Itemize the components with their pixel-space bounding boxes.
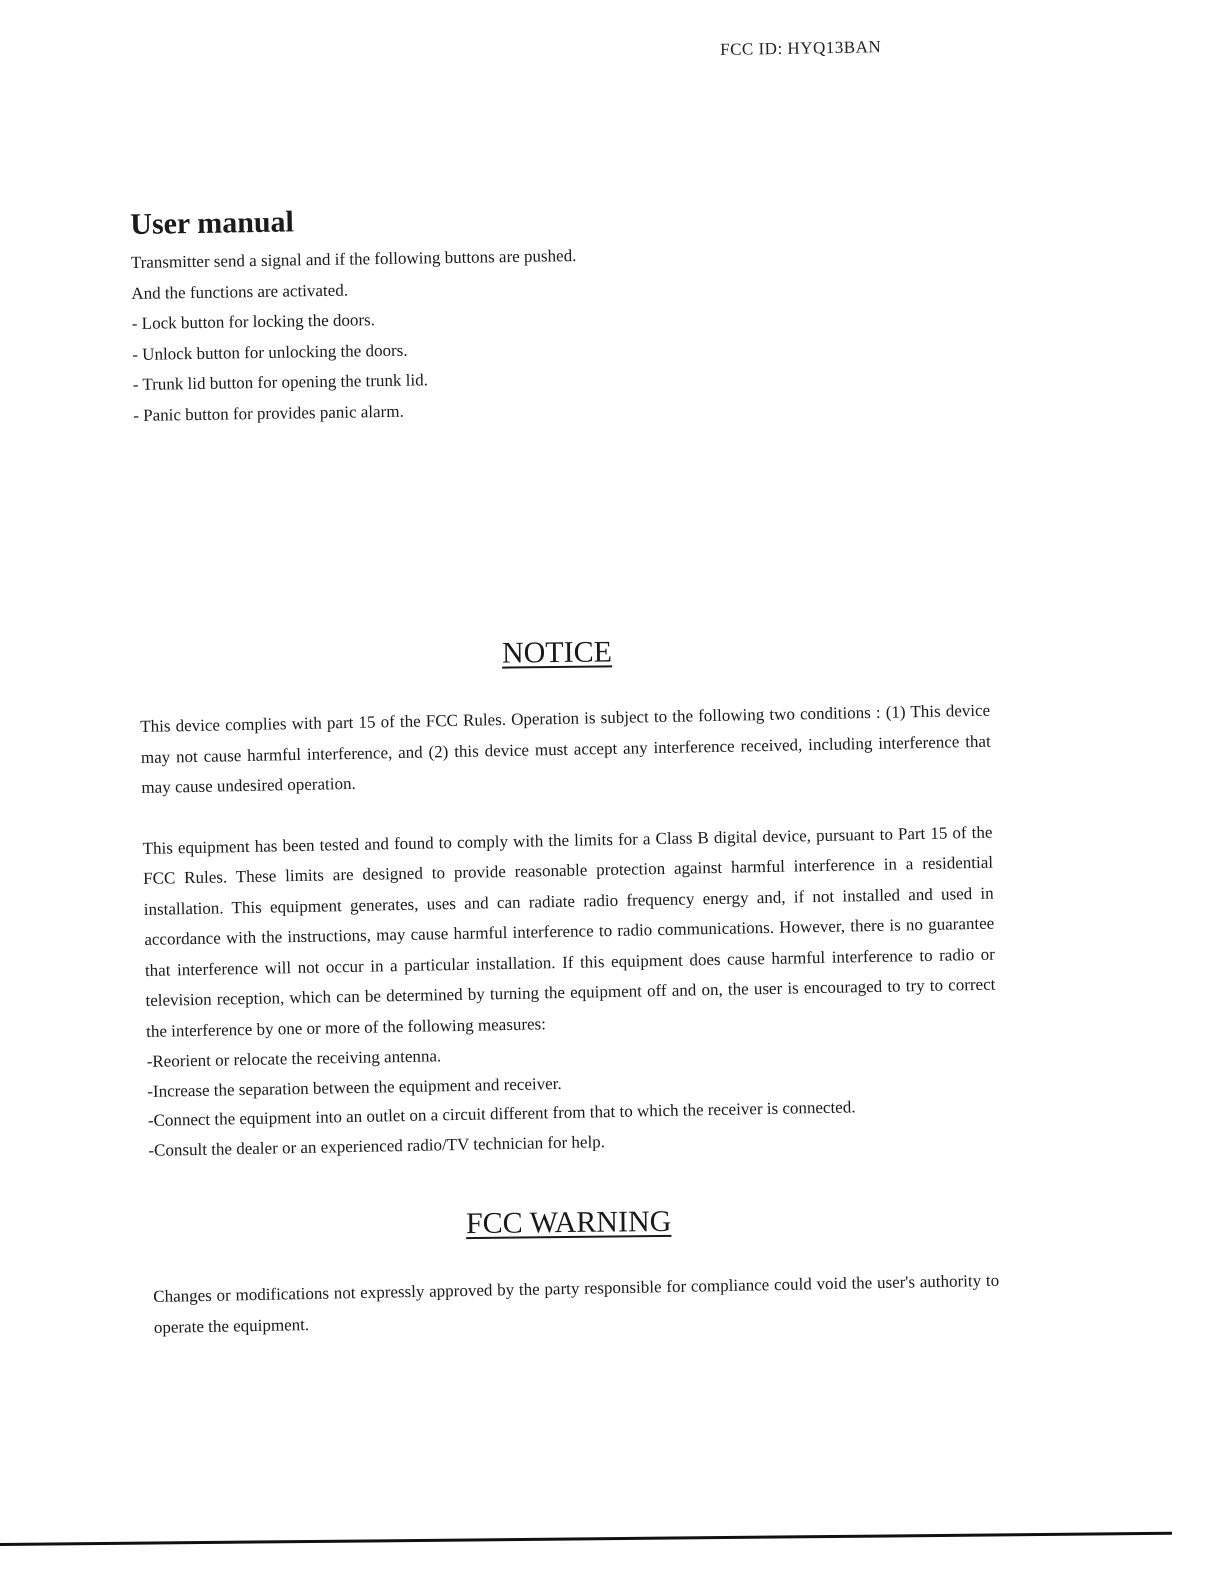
manual-line-unlock: - Unlock button for unlocking the doors. — [132, 340, 408, 364]
notice-section — [140, 696, 999, 1165]
user-manual-title: User manual — [130, 205, 295, 241]
manual-line-panic: - Panic button for provides panic alarm. — [133, 401, 404, 425]
manual-line: Transmitter send a signal and if the following buttons are pushed. — [130, 245, 577, 272]
manual-line: And the functions are activated. — [131, 280, 349, 303]
manual-line-trunk: - Trunk lid button for opening the trunk lid. — [132, 370, 429, 394]
fcc-warning-heading: FCC WARNING — [465, 1204, 672, 1241]
fcc-id-label: FCC ID: HYQ13BAN — [720, 37, 882, 59]
bottom-rule-divider — [0, 1532, 1172, 1546]
user-manual-section — [130, 198, 753, 431]
fcc-warning-section — [153, 1266, 1000, 1343]
notice-paragraph-1: This device complies with part 15 of the FCC Rules. Operation is subject to the following two conditions : (1) This device may not cause harmful interference, and (2) this device must accept any interference received, including interference that may cause undesired operation. — [140, 700, 991, 797]
notice-paragraph-2: This equipment has been tested and found to comply with the limits for a Class B digital device, pursuant to Part 15 of the FCC Rules. These limits are designed to provide reasonable protection against harmful interference in a residential installation. This equipment generates, uses and can radiate radio frequency energy and, if not installed and used in accordance with the instructions, may cause harmful interference to radio communications. However, there is no guarantee that interference will not occur in a particular installation. If this equipment does cause harmful interference to radio or television reception, which can be determined by turning the equipment off and on, the user is encouraged to try to correct the interference by one or more of the following measures: — [142, 822, 996, 1041]
measure-item: -Increase the separation between the equipment and receiver. — [147, 1073, 562, 1101]
fcc-warning-paragraph: Changes or modifications not expressly approved by the party responsible for compliance could void the user's authority to operate the equipment. — [153, 1270, 1000, 1337]
measure-item: -Consult the dealer or an experienced radio/TV technician for help. — [148, 1131, 606, 1160]
measure-item: -Reorient or relocate the receiving antenna. — [146, 1046, 442, 1071]
notice-heading: NOTICE — [501, 635, 613, 670]
measure-item: -Connect the equipment into an outlet on a circuit different from that to which the receiver is connected. — [147, 1097, 856, 1130]
manual-line-lock: - Lock button for locking the doors. — [131, 310, 376, 333]
